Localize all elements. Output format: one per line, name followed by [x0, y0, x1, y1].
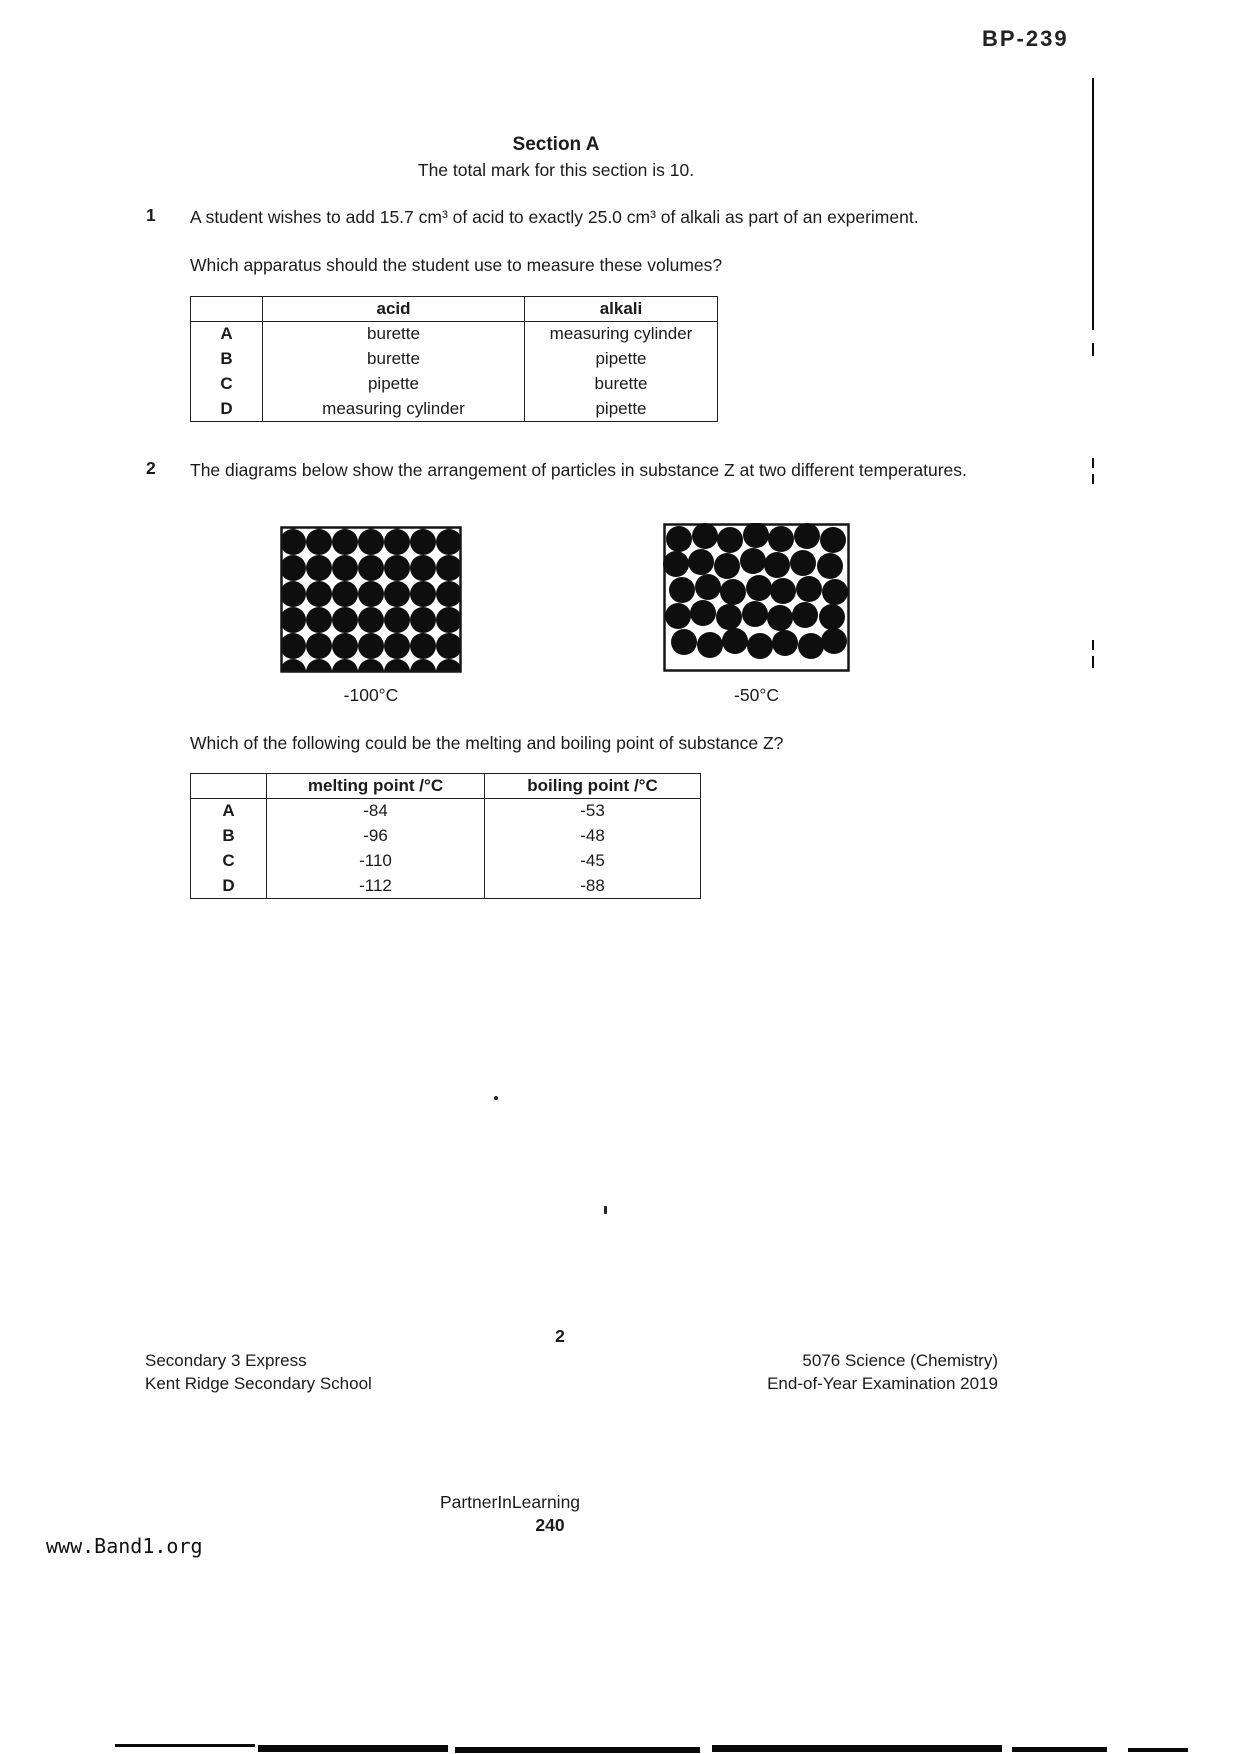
table-row — [191, 874, 701, 899]
section-title: Section A — [512, 134, 600, 155]
scan-artifact-line — [1092, 640, 1094, 650]
table-header-cell: alkali — [525, 297, 718, 322]
table-header-row — [191, 774, 701, 799]
table-cell: measuring cylinder — [263, 397, 525, 422]
table-header-row — [191, 297, 718, 322]
table-cell: -112 — [267, 874, 485, 899]
question-1-prompt: Which apparatus should the student use to measure these volumes? — [190, 255, 723, 275]
footer-scan-page-number: 240 — [535, 1515, 565, 1535]
question-1-number: 1 — [146, 205, 156, 225]
question-2-prompt: Which of the following could be the melting and boiling point of substance Z? — [190, 733, 784, 753]
table-body — [191, 799, 701, 899]
table-cell: -88 — [485, 874, 701, 899]
footer-school-name: Kent Ridge Secondary School — [145, 1374, 372, 1393]
scan-artifact-bar — [115, 1744, 255, 1747]
table-cell: -45 — [485, 849, 701, 874]
table-header-cell: acid — [263, 297, 525, 322]
question-1-table — [190, 296, 718, 422]
footer-partner-text: PartnerInLearning — [439, 1492, 581, 1512]
table-cell: measuring cylinder — [525, 322, 718, 347]
scan-artifact-line — [1092, 474, 1094, 484]
table-row — [191, 849, 701, 874]
scan-artifact-bar — [712, 1745, 1002, 1752]
table-header-cell — [191, 774, 267, 799]
table-cell: A — [220, 324, 233, 344]
scan-artifact-bar — [1128, 1748, 1188, 1752]
table-row — [191, 347, 718, 372]
scan-artifact-line — [1092, 78, 1094, 330]
footer-school-level: Secondary 3 Express — [145, 1351, 307, 1370]
table-row — [191, 824, 701, 849]
table-cell: B — [220, 349, 233, 368]
table-row — [191, 799, 701, 824]
table-cell: C — [222, 851, 235, 870]
question-2-table — [190, 773, 701, 899]
table-cell: -53 — [485, 799, 701, 824]
question-1-text: A student wishes to add 15.7 cm³ of acid to exactly 25.0 cm³ of alkali as part of an experiment. — [190, 207, 919, 227]
page-header-code: BP-239 — [982, 26, 1069, 51]
section-subtitle: The total mark for this section is 10. — [417, 160, 695, 180]
scan-speck — [604, 1206, 607, 1214]
watermark-url: www.Band1.org — [46, 1534, 203, 1558]
table-cell: -96 — [267, 824, 485, 849]
scan-artifact-bar — [1012, 1747, 1107, 1752]
table-cell: -84 — [267, 799, 485, 824]
table-cell: -110 — [267, 849, 485, 874]
question-2-number: 2 — [146, 458, 156, 478]
table-cell: pipette — [525, 347, 718, 372]
diagram-label-left: -100°C — [343, 685, 399, 705]
scan-artifact-line — [1092, 656, 1094, 668]
scan-artifact-line — [1092, 458, 1094, 468]
table-cell: D — [220, 398, 233, 418]
table-cell: burette — [263, 322, 525, 347]
table-body — [191, 322, 718, 422]
table-header-cell: boiling point /°C — [485, 774, 701, 799]
table-row — [191, 322, 718, 347]
table-cell: C — [220, 374, 233, 393]
scan-artifact-line — [1092, 343, 1094, 356]
particle-diagram-solid — [280, 526, 462, 673]
footer-right — [640, 1349, 998, 1395]
table-cell: D — [222, 875, 235, 895]
table-header-cell — [191, 297, 263, 322]
footer-subject: 5076 Science (Chemistry) — [802, 1351, 998, 1370]
page-number: 2 — [555, 1326, 565, 1346]
footer-exam-name: End-of-Year Examination 2019 — [767, 1374, 998, 1393]
table-cell: burette — [263, 347, 525, 372]
scan-artifact-bar — [455, 1747, 700, 1753]
table-cell: -48 — [485, 824, 701, 849]
scan-artifact-bar — [258, 1745, 448, 1752]
footer-left — [145, 1349, 372, 1395]
table-row — [191, 372, 718, 397]
table-cell: pipette — [525, 397, 718, 422]
diagram-label-right: -50°C — [734, 685, 779, 705]
table-cell: pipette — [263, 372, 525, 397]
table-row — [191, 397, 718, 422]
table-header-cell: melting point /°C — [267, 774, 485, 799]
scan-speck — [494, 1096, 498, 1100]
question-2-text: The diagrams below show the arrangement of particles in substance Z at two different temperatures. — [190, 460, 967, 480]
table-cell: burette — [525, 372, 718, 397]
particle-diagram-liquid — [663, 523, 850, 672]
table-cell: B — [222, 826, 235, 845]
table-cell: A — [222, 801, 235, 821]
